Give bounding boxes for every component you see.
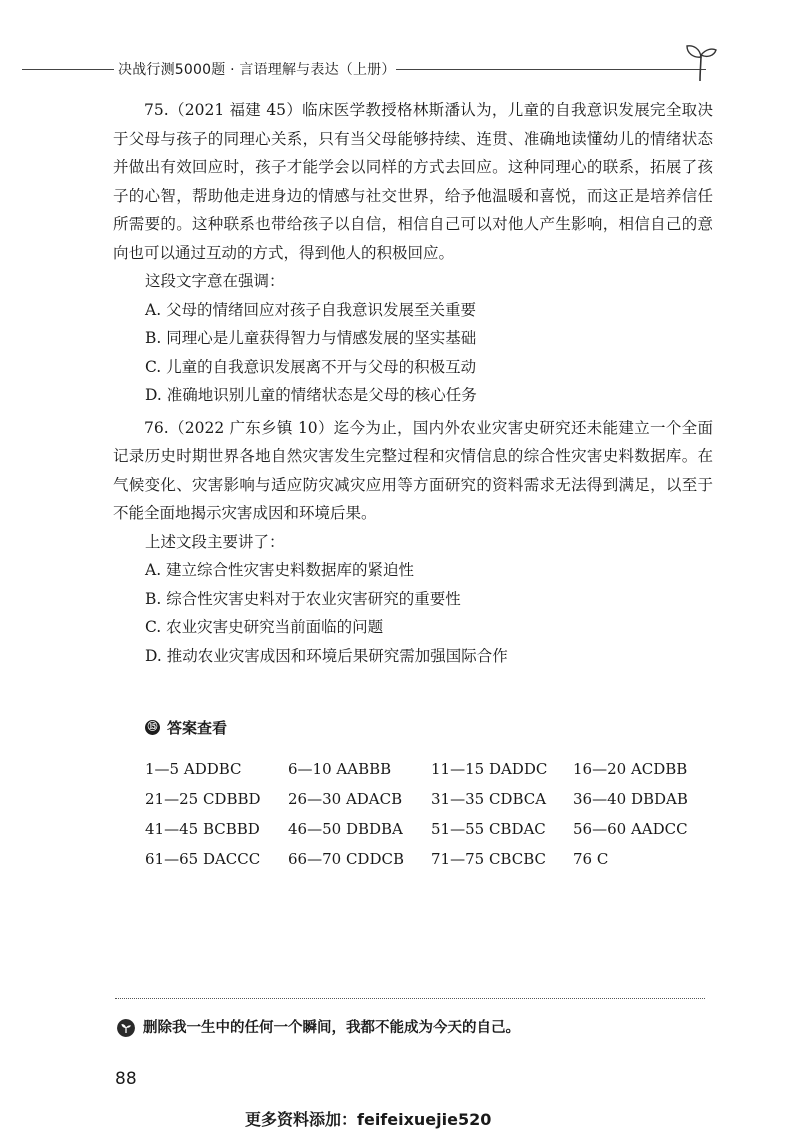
question-content [113, 96, 713, 670]
answer-cell: 36—40 DBDAB [573, 790, 688, 808]
question-76-option-c: C. 农业灾害史研究当前面临的问题 [145, 618, 384, 636]
book-title: 决战行测5000题 · 言语理解与表达（上册） [118, 62, 396, 78]
question-76-stem: 76.（2022 广东乡镇 10）迄今为止，国内外农业灾害史研究还未能建立一个全面记录历史时期世界各地自然灾害发生完整过程和灾情信息的综合性灾害史料数据库。在气候变化、灾害影响与适应防灾减灾应用等方面研究的资料需求无法得到满足，以至于不能全面地揭示灾害成因和环境后果。 [113, 418, 713, 522]
answer-key-title: 答案查看 [167, 719, 228, 737]
page-number: 88 [115, 1069, 137, 1089]
question-75-option-a: A. 父母的情绪回应对孩子自我意识发展至关重要 [145, 300, 477, 319]
question-76-option-a: A. 建立综合性灾害史料数据库的紧迫性 [145, 561, 415, 579]
motto-text: 删除我一生中的任何一个瞬间，我都不能成为今天的自己。 [143, 1020, 520, 1036]
sprout-icon [684, 37, 718, 81]
question-76-prompt: 上述文段主要讲了： [145, 532, 285, 551]
answer-cell: 66—70 CDDCB [288, 850, 404, 868]
answer-cell: 41—45 BCBBD [145, 820, 260, 838]
answer-cell: 26—30 ADACB [288, 790, 403, 808]
sprout-badge-icon [117, 1019, 135, 1037]
question-75-prompt: 这段文字意在强调： [145, 272, 285, 290]
header-rule-left [22, 69, 114, 70]
footer-divider [115, 998, 705, 999]
answer-badge-icon: ⑮ [145, 720, 160, 735]
answer-cell: 61—65 DACCC [145, 850, 261, 868]
header-rule-right [396, 69, 706, 70]
answer-cell: 6—10 AABBB [288, 760, 392, 778]
answer-key [113, 714, 713, 868]
question-75-stem: 75.（2021 福建 45）临床医学教授格林斯潘认为，儿童的自我意识发展完全取决于父母与孩子的同理心关系，只有当父母能够持续、连贯、准确地读懂幼儿的情绪状态并做出有效回应时，孩子才能学会以同样的方式去回应。这种同理心的联系，拓展了孩子的心智，帮助他走进身边的情感与社交世界，给予他温暖和喜悦，而这正是培养信任所需要的。这种联系也带给孩子以自信，相信自己可以对他人产生影响，相信自己的意向也可以通过互动的方式，得到他人的积极回应。 [113, 101, 713, 262]
answer-cell: 51—55 CBDAC [431, 820, 546, 838]
answer-key-header [113, 714, 713, 742]
footer-note: 更多资料添加：feifeixuejie520 [245, 1110, 492, 1129]
question-76-option-d: D. 推动农业灾害成因和环境后果研究需加强国际合作 [145, 646, 508, 665]
question-75-option-d: D. 准确地识别儿童的情绪状态是父母的核心任务 [145, 386, 477, 404]
answer-cell: 46—50 DBDBA [288, 820, 403, 838]
answer-cell: 21—25 CDBBD [145, 790, 261, 808]
answer-grid [145, 754, 715, 874]
question-75-option-c: C. 儿童的自我意识发展离不开与父母的积极互动 [145, 357, 477, 376]
answer-cell: 31—35 CDBCA [431, 790, 547, 808]
answer-cell: 11—15 DADDC [431, 760, 548, 778]
question-75-option-b: B. 同理心是儿童获得智力与情感发展的坚实基础 [145, 329, 477, 347]
question-76-option-b: B. 综合性灾害史料对于农业灾害研究的重要性 [145, 589, 461, 608]
answer-cell: 1—5 ADDBC [145, 760, 242, 778]
answer-cell: 71—75 CBCBC [431, 850, 546, 868]
answer-cell: 56—60 AADCC [573, 820, 688, 838]
running-header [0, 57, 800, 81]
answer-cell: 76 C [573, 850, 609, 868]
answer-cell: 16—20 ACDBB [573, 760, 688, 778]
